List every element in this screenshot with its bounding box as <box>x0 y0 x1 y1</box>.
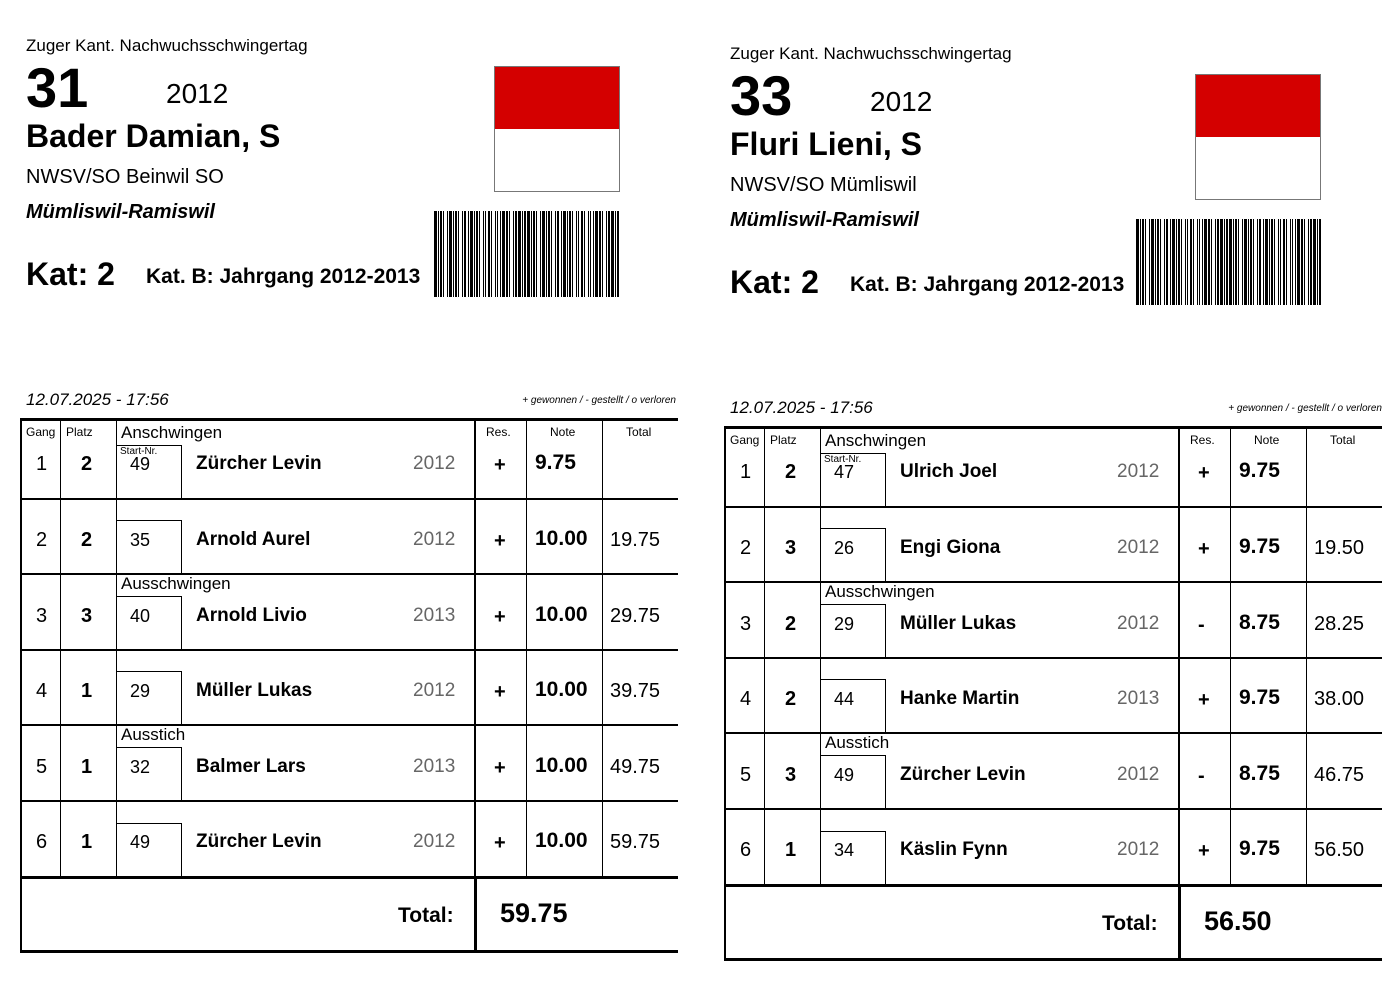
barcode-bar <box>1317 219 1318 305</box>
barcode-bar <box>581 211 583 297</box>
gang-number: 6 <box>36 831 48 854</box>
barcode-bar <box>555 211 556 297</box>
barcode-bar <box>536 211 537 297</box>
platz-number: 2 <box>81 453 93 476</box>
gang-number: 2 <box>36 528 48 551</box>
section-label: Ausschwingen <box>825 582 935 602</box>
barcode-bar <box>1215 219 1216 305</box>
round-note: 10.00 <box>535 602 588 626</box>
barcode-bar <box>1235 219 1237 305</box>
grand-total: 56.50 <box>1204 905 1272 936</box>
table-border-bottom <box>20 950 678 953</box>
opponent-start-number: 32 <box>130 756 151 777</box>
barcode-bar <box>495 211 496 297</box>
barcode-bar <box>462 211 463 297</box>
barcode-bar <box>1310 219 1312 305</box>
barcode-bar <box>1242 219 1243 305</box>
barcode-bar <box>458 211 459 297</box>
barcode-bar <box>1166 219 1168 305</box>
barcode-bar <box>590 211 591 297</box>
barcode-bar <box>561 211 562 297</box>
opponent-name: Müller Lukas <box>900 612 1017 634</box>
barcode-bar <box>540 211 541 297</box>
category-description: Kat. B: Jahrgang 2012-2013 <box>850 273 1125 296</box>
platz-number: 3 <box>81 604 93 627</box>
place-name: Mümliswil-Ramiswil <box>26 201 215 223</box>
opponent-year: 2012 <box>413 680 456 702</box>
table-border-left <box>724 426 726 961</box>
barcode-bar <box>1253 219 1254 305</box>
result-symbol: - <box>1198 764 1205 787</box>
total-label: Total: <box>398 903 454 927</box>
grand-total: 59.75 <box>500 897 568 928</box>
barcode-bar <box>1278 219 1279 305</box>
table-border-top <box>724 426 1382 429</box>
barcode-bar <box>443 211 444 297</box>
opponent-name: Engi Giona <box>900 536 1001 558</box>
barcode-bar <box>595 211 598 297</box>
barcode-bar <box>1313 219 1316 305</box>
barcode-bar <box>1149 219 1150 305</box>
opponent-start-number: 49 <box>130 832 151 853</box>
barcode-bar <box>1199 219 1200 305</box>
barcode-bar <box>1190 219 1192 305</box>
barcode-bar <box>617 211 619 297</box>
round-note: 10.00 <box>535 829 588 853</box>
barcode-bar <box>563 211 566 297</box>
column-divider <box>764 426 765 884</box>
opponent-year: 2012 <box>1117 763 1160 785</box>
opponent-year: 2012 <box>413 528 456 550</box>
barcode-bar <box>1140 219 1141 305</box>
barcode-bar <box>602 211 603 297</box>
barcode-bar <box>1274 219 1275 305</box>
barcode-bar <box>1238 219 1239 305</box>
barcode-bar <box>1248 219 1249 305</box>
round-note: 9.75 <box>535 451 576 475</box>
birth-year: 2012 <box>166 78 229 109</box>
header-total: Total <box>626 425 652 439</box>
platz-number: 2 <box>785 461 797 484</box>
opponent-name: Ulrich Joel <box>900 461 998 483</box>
barcode-bar <box>515 211 517 297</box>
barcode-bar <box>1170 219 1171 305</box>
running-total: 56.50 <box>1314 839 1365 862</box>
barcode-bar <box>1217 219 1219 305</box>
birth-year: 2012 <box>870 86 933 117</box>
barcode-bar <box>518 211 521 297</box>
result-symbol: + <box>494 756 506 779</box>
barcode-bar <box>1257 219 1258 305</box>
barcode-bar <box>1265 219 1268 305</box>
canton-flag <box>1195 74 1321 200</box>
barcode-bar <box>546 211 547 297</box>
barcode-bar <box>584 211 585 297</box>
barcode-bar <box>572 211 573 297</box>
barcode-bar <box>1301 219 1303 305</box>
barcode-bar <box>502 211 505 297</box>
column-divider-total <box>1178 884 1181 958</box>
platz-number: 2 <box>81 528 93 551</box>
gang-number: 6 <box>740 839 752 862</box>
table-border-left <box>20 418 22 953</box>
barcode-bar <box>1164 219 1165 305</box>
header-gang: Gang <box>730 433 760 447</box>
barcode-bar <box>509 211 510 297</box>
barcode-bar <box>1176 219 1177 305</box>
running-total: 59.75 <box>610 831 661 854</box>
result-legend: + gewonnen / - gestellt / o verloren <box>522 395 676 406</box>
opponent-start-number: 35 <box>130 529 151 550</box>
running-total: 38.00 <box>1314 688 1365 711</box>
column-divider <box>1306 426 1307 884</box>
barcode-bar <box>599 211 601 297</box>
platz-number: 1 <box>81 755 93 778</box>
wrestler-name: Bader Damian, S <box>26 118 281 154</box>
barcode-bar <box>606 211 607 297</box>
barcode-bar <box>533 211 535 297</box>
table-border-bottom <box>724 958 1382 961</box>
gang-number: 1 <box>740 461 752 484</box>
barcode-bar <box>1229 219 1232 305</box>
barcode <box>1136 219 1322 305</box>
header-gang: Gang <box>26 425 56 439</box>
round-note: 10.00 <box>535 678 588 702</box>
platz-number: 2 <box>785 688 797 711</box>
barcode-bar <box>1136 219 1139 305</box>
result-legend: + gewonnen / - gestellt / o verloren <box>1228 403 1382 414</box>
opponent-year: 2012 <box>413 453 456 475</box>
round-note: 8.75 <box>1239 761 1280 785</box>
barcode-bar <box>567 211 568 297</box>
opponent-start-number: 44 <box>834 689 855 710</box>
barcode-bar <box>557 211 559 297</box>
section-label: Ausstich <box>121 725 186 745</box>
gang-number: 5 <box>36 755 48 778</box>
barcode-bar <box>1244 219 1247 305</box>
barcode-bar <box>569 211 571 297</box>
result-symbol: + <box>1198 537 1210 560</box>
barcode-bar <box>588 211 589 297</box>
barcode-bar <box>1292 219 1293 305</box>
barcode-bar <box>1304 219 1305 305</box>
barcode-bar <box>464 211 466 297</box>
header-start-nr: Start-Nr. <box>120 445 158 457</box>
running-total: 19.50 <box>1314 536 1365 559</box>
section-label: Anschwingen <box>825 431 927 450</box>
barcode-bar <box>506 211 508 297</box>
barcode-bar <box>1297 219 1300 305</box>
wrestler-name: Fluri Lieni, S <box>730 126 923 162</box>
header-platz: Platz <box>66 425 93 439</box>
barcode-bar <box>485 211 486 297</box>
platz-number: 3 <box>785 763 797 786</box>
barcode-bar <box>548 211 550 297</box>
barcode-bar <box>1160 219 1161 305</box>
running-total: 39.75 <box>610 680 661 703</box>
flag-red-half <box>495 67 619 129</box>
barcode-bar <box>1172 219 1175 305</box>
canton-flag <box>494 66 620 192</box>
barcode-bar <box>476 211 478 297</box>
gang-number: 3 <box>740 612 752 635</box>
column-divider <box>526 418 527 876</box>
round-note: 9.75 <box>1239 534 1280 558</box>
opponent-year: 2013 <box>413 604 456 626</box>
flag-white-half <box>495 129 619 191</box>
opponent-name: Hanke Martin <box>900 688 1020 710</box>
barcode-bar <box>1193 219 1194 305</box>
opponent-year: 2013 <box>413 755 456 777</box>
column-divider <box>602 418 603 876</box>
column-divider <box>60 418 61 876</box>
barcode-bar <box>1295 219 1296 305</box>
barcode-bar <box>1187 219 1188 305</box>
gang-number: 5 <box>740 763 752 786</box>
category: Kat: 2 <box>26 256 115 292</box>
barcode-bar <box>522 211 523 297</box>
print-date: 12.07.2025 - 17:56 <box>730 398 873 417</box>
opponent-start-number: 47 <box>834 462 855 483</box>
result-symbol: + <box>494 529 506 552</box>
opponent-year: 2012 <box>413 831 456 853</box>
barcode-bar <box>1259 219 1261 305</box>
score-card-1 <box>26 36 686 996</box>
barcode-bar <box>1204 219 1207 305</box>
opponent-start-number: 40 <box>130 605 151 626</box>
barcode-bar <box>1308 219 1309 305</box>
barcode-bar <box>1280 219 1281 305</box>
header-res: Res. <box>486 425 511 439</box>
barcode-bar <box>447 211 448 297</box>
running-total: 29.75 <box>610 604 661 627</box>
column-divider <box>1178 426 1180 884</box>
result-symbol: + <box>1198 840 1210 863</box>
total-label: Total: <box>1102 911 1158 935</box>
result-symbol: + <box>494 832 506 855</box>
barcode-bar <box>455 211 457 297</box>
opponent-start-number: 29 <box>834 613 855 634</box>
opponent-name: Zürcher Levin <box>196 453 322 475</box>
print-date: 12.07.2025 - 17:56 <box>26 390 169 409</box>
gang-number: 1 <box>36 453 48 476</box>
opponent-start-number: 49 <box>130 454 151 475</box>
barcode-bar <box>440 211 442 297</box>
running-total: 28.25 <box>1314 612 1365 635</box>
score-card-2 <box>730 44 1390 1004</box>
category-description: Kat. B: Jahrgang 2012-2013 <box>146 265 421 288</box>
barcode-bar <box>488 211 490 297</box>
platz-number: 1 <box>81 831 93 854</box>
barcode-bar <box>1208 219 1210 305</box>
barcode-bar <box>578 211 579 297</box>
barcode-bar <box>483 211 484 297</box>
platz-number: 2 <box>785 612 797 635</box>
column-divider <box>474 418 476 876</box>
barcode-bar <box>1145 219 1146 305</box>
flag-red-half <box>1196 75 1320 137</box>
barcode-bar <box>1286 219 1287 305</box>
result-symbol: + <box>1198 689 1210 712</box>
result-symbol: + <box>1198 462 1210 485</box>
opponent-name: Arnold Aurel <box>196 528 311 550</box>
barcode-bar <box>1142 219 1144 305</box>
barcode-bar <box>1319 219 1321 305</box>
barcode-bar <box>1202 219 1203 305</box>
result-symbol: - <box>1198 613 1205 636</box>
barcode-bar <box>479 211 480 297</box>
start-number: 33 <box>730 64 793 127</box>
round-note: 9.75 <box>1239 459 1280 483</box>
category: Kat: 2 <box>730 264 819 300</box>
round-note: 10.00 <box>535 526 588 550</box>
barcode-bar <box>491 211 492 297</box>
platz-number: 1 <box>785 839 797 862</box>
opponent-name: Balmer Lars <box>196 755 306 777</box>
barcode-bar <box>434 211 437 297</box>
opponent-name: Zürcher Levin <box>196 831 322 853</box>
gang-number: 3 <box>36 604 48 627</box>
gang-number: 4 <box>36 680 48 703</box>
barcode-bar <box>1226 219 1228 305</box>
barcode-bar <box>1271 219 1273 305</box>
section-label: Anschwingen <box>121 423 223 442</box>
opponent-name: Arnold Livio <box>196 604 307 626</box>
barcode-bar <box>1250 219 1252 305</box>
barcode-bar <box>1155 219 1156 305</box>
barcode <box>434 211 620 297</box>
opponent-year: 2012 <box>1117 612 1160 634</box>
barcode-bar <box>497 211 498 297</box>
column-divider <box>1230 426 1231 884</box>
event-title: Zuger Kant. Nachwuchsschwingertag <box>26 36 308 55</box>
flag-white-half <box>1196 137 1320 199</box>
barcode-bar <box>1220 219 1223 305</box>
club-name: NWSV/SO Mümliswil <box>730 174 917 196</box>
barcode-bar <box>1197 219 1198 305</box>
barcode-bar <box>611 211 614 297</box>
barcode-bar <box>500 211 501 297</box>
barcode-bar <box>531 211 532 297</box>
gang-number: 4 <box>740 688 752 711</box>
barcode-bar <box>1157 219 1159 305</box>
start-number: 31 <box>26 56 89 119</box>
opponent-start-number: 29 <box>130 681 151 702</box>
barcode-bar <box>1185 219 1186 305</box>
header-note: Note <box>1254 433 1280 447</box>
barcode-bar <box>513 211 514 297</box>
platz-number: 1 <box>81 680 93 703</box>
opponent-year: 2012 <box>1117 839 1160 861</box>
opponent-year: 2012 <box>1117 536 1160 558</box>
barcode-bar <box>468 211 469 297</box>
round-note: 8.75 <box>1239 610 1280 634</box>
barcode-bar <box>1211 219 1212 305</box>
round-note: 10.00 <box>535 753 588 777</box>
result-symbol: + <box>494 681 506 704</box>
header-platz: Platz <box>770 433 797 447</box>
opponent-start-number: 34 <box>834 840 855 861</box>
running-total: 19.75 <box>610 528 661 551</box>
barcode-bar <box>551 211 552 297</box>
opponent-start-number: 49 <box>834 764 855 785</box>
barcode-bar <box>1269 219 1270 305</box>
results-table <box>20 418 678 950</box>
barcode-bar <box>453 211 454 297</box>
opponent-name: Zürcher Levin <box>900 763 1026 785</box>
barcode-bar <box>449 211 452 297</box>
opponent-year: 2013 <box>1117 688 1160 710</box>
platz-number: 3 <box>785 536 797 559</box>
header-start-nr: Start-Nr. <box>824 453 862 465</box>
barcode-bar <box>1151 219 1154 305</box>
opponent-name: Müller Lukas <box>196 680 313 702</box>
barcode-bar <box>1290 219 1291 305</box>
barcode-bar <box>438 211 439 297</box>
barcode-bar <box>1224 219 1225 305</box>
barcode-bar <box>474 211 475 297</box>
round-note: 9.75 <box>1239 686 1280 710</box>
result-symbol: + <box>494 605 506 628</box>
barcode-bar <box>542 211 545 297</box>
barcode-bar <box>1181 219 1182 305</box>
barcode-bar <box>1263 219 1264 305</box>
results-table <box>724 426 1382 958</box>
barcode-bar <box>608 211 610 297</box>
barcode-bar <box>527 211 530 297</box>
barcode-bar <box>470 211 473 297</box>
table-border-top <box>20 418 678 421</box>
opponent-start-number: 26 <box>834 537 855 558</box>
running-total: 46.75 <box>1314 763 1365 786</box>
barcode-bar <box>1178 219 1180 305</box>
opponent-name: Käslin Fynn <box>900 839 1008 861</box>
barcode-bar <box>1283 219 1285 305</box>
club-name: NWSV/SO Beinwil SO <box>26 166 224 188</box>
barcode-bar <box>1233 219 1234 305</box>
header-total: Total <box>1330 433 1356 447</box>
opponent-year: 2012 <box>1117 461 1160 483</box>
running-total: 49.75 <box>610 755 661 778</box>
barcode-bar <box>615 211 616 297</box>
round-note: 9.75 <box>1239 837 1280 861</box>
column-divider-total <box>474 876 477 950</box>
gang-number: 2 <box>740 536 752 559</box>
barcode-bar <box>524 211 526 297</box>
header-res: Res. <box>1190 433 1215 447</box>
place-name: Mümliswil-Ramiswil <box>730 209 919 231</box>
result-symbol: + <box>494 454 506 477</box>
event-title: Zuger Kant. Nachwuchsschwingertag <box>730 44 1012 63</box>
barcode-bar <box>593 211 594 297</box>
section-label: Ausstich <box>825 733 890 753</box>
header-note: Note <box>550 425 576 439</box>
section-label: Ausschwingen <box>121 574 231 594</box>
barcode-bar <box>576 211 577 297</box>
